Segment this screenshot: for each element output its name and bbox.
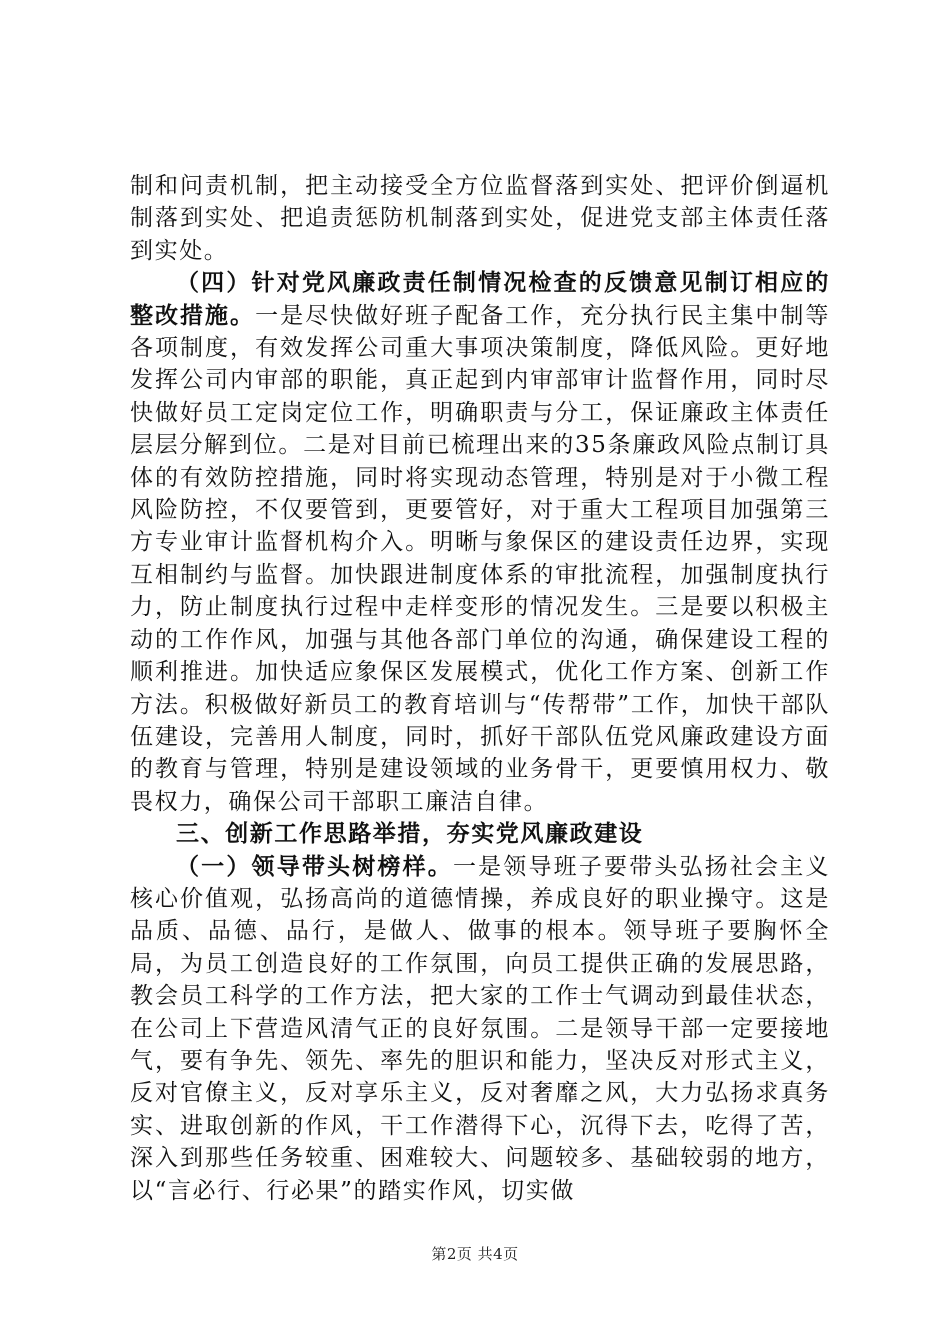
paragraph-lead: （一）领导带头树榜样。 bbox=[176, 852, 453, 880]
paragraph-continuation bbox=[130, 170, 830, 267]
section-heading bbox=[130, 818, 830, 850]
section-heading-text: 三、创新工作思路举措，夯实党风廉政建设 bbox=[176, 820, 644, 848]
page-number-label: 第2页 共4页 bbox=[431, 1245, 519, 1263]
paragraph-lead: （四）针对党风廉政责任制情况检查的反馈意见制订相应的整改措施。 bbox=[130, 269, 830, 329]
document-body bbox=[130, 170, 830, 1207]
page-number-footer bbox=[0, 1243, 950, 1264]
paragraph-rectification-measures bbox=[130, 267, 830, 818]
paragraph-text: 一是领导班子要带头弘扬社会主义核心价值观，弘扬高尚的道德情操，养成良好的职业操守。这是品质、品德、品行，是做人、做事的根本。领导班子要胸怀全局，为员工创造良好的工作氛围，向员工提供正确的发展思路，教会员工科学的工作方法，把大家的工作士气调动到最佳状态，在公司上下营造风清气正的良好氛围。二是领导干部一定要接地气，要有争先、领先、率先的胆识和能力，坚决反对形式主义，反对官僚主义，反对享乐主义，反对奢靡之风，大力弘扬求真务实、进取创新的作风，干工作潜得下心，沉得下去，吃得了苦，深入到那些任务较重、困难较大、问题较多、基础较弱的地方，以“言必行、行必果”的踏实作风，切实做 bbox=[130, 853, 830, 1204]
paragraph-leadership-example bbox=[130, 851, 830, 1207]
paragraph-text: 制和问责机制，把主动接受全方位监督落到实处、把评价倒逼机制落到实处、把追责惩防机制落到实处，促进党支部主体责任落到实处。 bbox=[130, 173, 830, 264]
paragraph-text: 一是尽快做好班子配备工作，充分执行民主集中制等各项制度，有效发挥公司重大事项决策制度，降低风险。更好地发挥公司内审部的职能，真正起到内审部审计监督作用，同时尽快做好员工定岗定位工作，明确职责与分工，保证廉政主体责任层层分解到位。二是对目前已梳理出来的35条廉政风险点制订具体的有效防控措施，同时将实现动态管理，特别是对于小微工程风险防控，不仅要管到，更要管好，对于重大工程项目加强第三方专业审计监督机构介入。明晰与象保区的建设责任边界，实现互相制约与监督。加快跟进制度体系的审批流程，加强制度执行力，防止制度执行过程中走样变形的情况发生。三是要以积极主动的工作作风，加强与其他各部门单位的沟通，确保建设工程的顺利推进。加快适应象保区发展模式，优化工作方案、创新工作方法。积极做好新员工的教育培训与“传帮带”工作，加快干部队伍建设，完善用人制度，同时，抓好干部队伍党风廉政建设方面的教育与管理，特别是建设领域的业务骨干，更要慎用权力、敬畏权力，确保公司干部职工廉洁自律。 bbox=[130, 302, 830, 815]
